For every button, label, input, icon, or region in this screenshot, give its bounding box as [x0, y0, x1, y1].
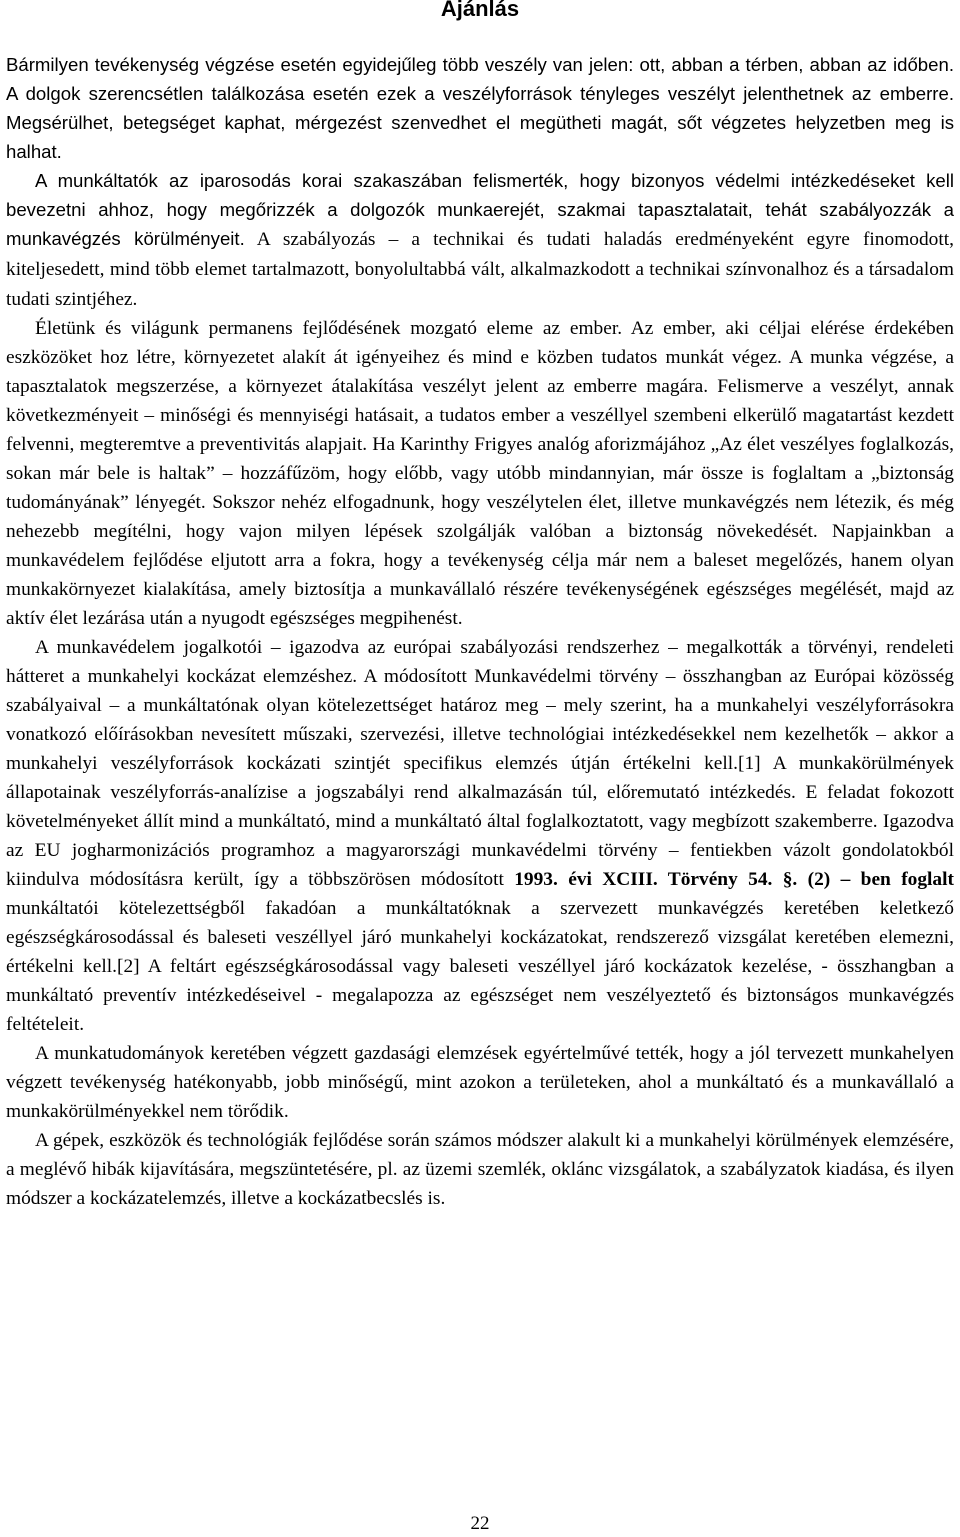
paragraph-work-sciences: A munkatudományok keretében végzett gazdasági elemzések egyértelművé tették, hogy a jól tervezett munkahelyen végzett tevékenység hatékonyabb, jobb minőségű, mint azokon a területeken, ahol a munkáltató és a munkavállaló a munkakörülményekkel nem törődik.	[6, 1043, 954, 1122]
paragraph-regulation-text: A szabályozás – a technikai és tudati haladás eredményeként egyre finomodott, kiteljesedett, mind több elemet tartalmazott, bonyolultabbá vált, alkalmazkodott a technikai színvonalhoz és a társadalom tudati szintjéhez.	[6, 229, 954, 310]
page-title: Ajánlás	[440, 0, 520, 21]
paragraph-employers-text: A munkáltatók az iparosodás korai szakaszában felismerték, hogy bizonyos védelmi intézkedéseket kell bevezetni ahhoz, hogy megőrizzék a dolgozók munkaerejét, szakmai tapasztalatait, tehát szabályozzák a munkavégzés körülményeit.	[6, 170, 954, 249]
paragraph-human-factor: Életünk és világunk permanens fejlődésének mozgató eleme az ember. Az ember, aki céljai elérése érdekében eszközöket hoz létre, környezetet alakít át igényeihez és mind e közben tudatos munkát végez. A munka végzése, a tapasztalatok megszerzése, a környezet átalakítása veszélyt jelent az emberre magára. Felismerve a veszélyt, annak következményeit – minőségi és mennyiségi hatásait, a tudatos ember a veszéllyel szembeni elkerülő magatartást kezdett felvenni, megteremtve a preventivitás alapjait. Ha Karinthy Frigyes analóg aforizmájához „Az élet veszélyes foglalkozás, sokan már bele is haltak” – hozzáfűzöm, hogy előbb, vagy utóbb mindannyian, már össze is foglaltam a „biztonság tudományának” lényegét. Sokszor nehéz elfogadnunk, hogy veszélytelen élet, illetve munkavégzés nem létezik, és még nehezebb megítélni, hogy vajon milyen lépések szolgálják valóban a biztonság növekedését. Napjainkban a munkavédelem fejlődése eljutott arra a fokra, hogy a tevékenység célja már nem a baleset megelőzés, hanem olyan munkakörnyezet kialakítása, amely biztosítja a munkavállaló részére tevékenységének egészséges megélését, majd az aktív élet lezárása után a nyugodt egészséges megpihenést.	[6, 318, 954, 629]
page-number: 22	[470, 1513, 490, 1534]
paragraph-methods: A gépek, eszközök és technológiák fejlődése során számos módszer alakult ki a munkahelyi körülmények elemzésére, a meglévő hibák kijavítására, megszüntetésére, pl. az üzemi szemlék, oklánc vizsgálatok, a szabályzatok kiadása, és ilyen módszer a kockázatelemzés, illetve a kockázatbecslés is.	[6, 1130, 954, 1209]
paragraph-intro: Bármilyen tevékenység végzése esetén egyidejűleg több veszély van jelen: ott, abban a térben, abban az időben. A dolgok szerencsétlen találkozása esetén ezek a veszélyforrások tényleges veszélyt jelenthetnek az emberre. Megsérülhet, betegséget kaphat, mérgezést szenvedhet el megütheti magát, sőt végzetes helyzetben meg is halhat.	[6, 54, 954, 162]
law-reference: 1993. évi XCIII. Törvény 54. §. (2) – ben foglalt	[514, 869, 954, 890]
paragraph-legislation-text-a: A munkavédelem jogalkotói – igazodva az európai szabályozási rendszerhez – megalkották a törvényi, rendeleti hátteret a munkahelyi kockázat elemzéshez. A módosított Munkavédelmi törvény – összhangban az Európai közösség szabályaival – a munkáltatónak olyan kötelezettséget határoz meg – mely szerint, ha a munkahelyi veszélyforrásokra vonatkozó előírásokban nevesített műszaki, szervezési, illetve technológiai intézkedésekkel nem kezelhetők – akkor a munkahelyi veszélyforrások kockázati szintjét specifikus elemzés útján értékelni kell.[1] A munkakörülmények állapotainak veszélyforrás-analízise a jogszabályi rend alkalmazásán túl, előremutató intézkedés. E feladat fokozott követelményeket állít mind a munkáltató, mind a munkáltató által foglalkoztatott, vagy megbízott szakemberre. Igazodva az EU jogharmonizációs programhoz a magyarországi munkavédelmi törvény – fentiekben vázolt gondolatokból kiindulva módosításra került, így a többszörösen módosított	[6, 637, 954, 890]
paragraph-legislation	[6, 633, 954, 1039]
paragraph-employers	[6, 166, 954, 314]
paragraph-legislation-text-b: munkáltatói kötelezettségből fakadóan a munkáltatóknak a szervezett munkavégzés keretében keletkező egészségkárosodással és baleseti veszéllyel járó munkahelyi kockázatokat, rendszerező vizsgálat keretében elemezni, értékelni kell.[2] A feltárt egészségkárosodással vagy baleseti veszéllyel járó kockázatok kezelése, - összhangban a munkáltató preventív intézkedéseivel - megalapozza az egészséget nem veszélyeztető és biztonságos munkavégzés feltételeit.	[6, 898, 954, 1035]
document-body	[6, 50, 954, 1213]
